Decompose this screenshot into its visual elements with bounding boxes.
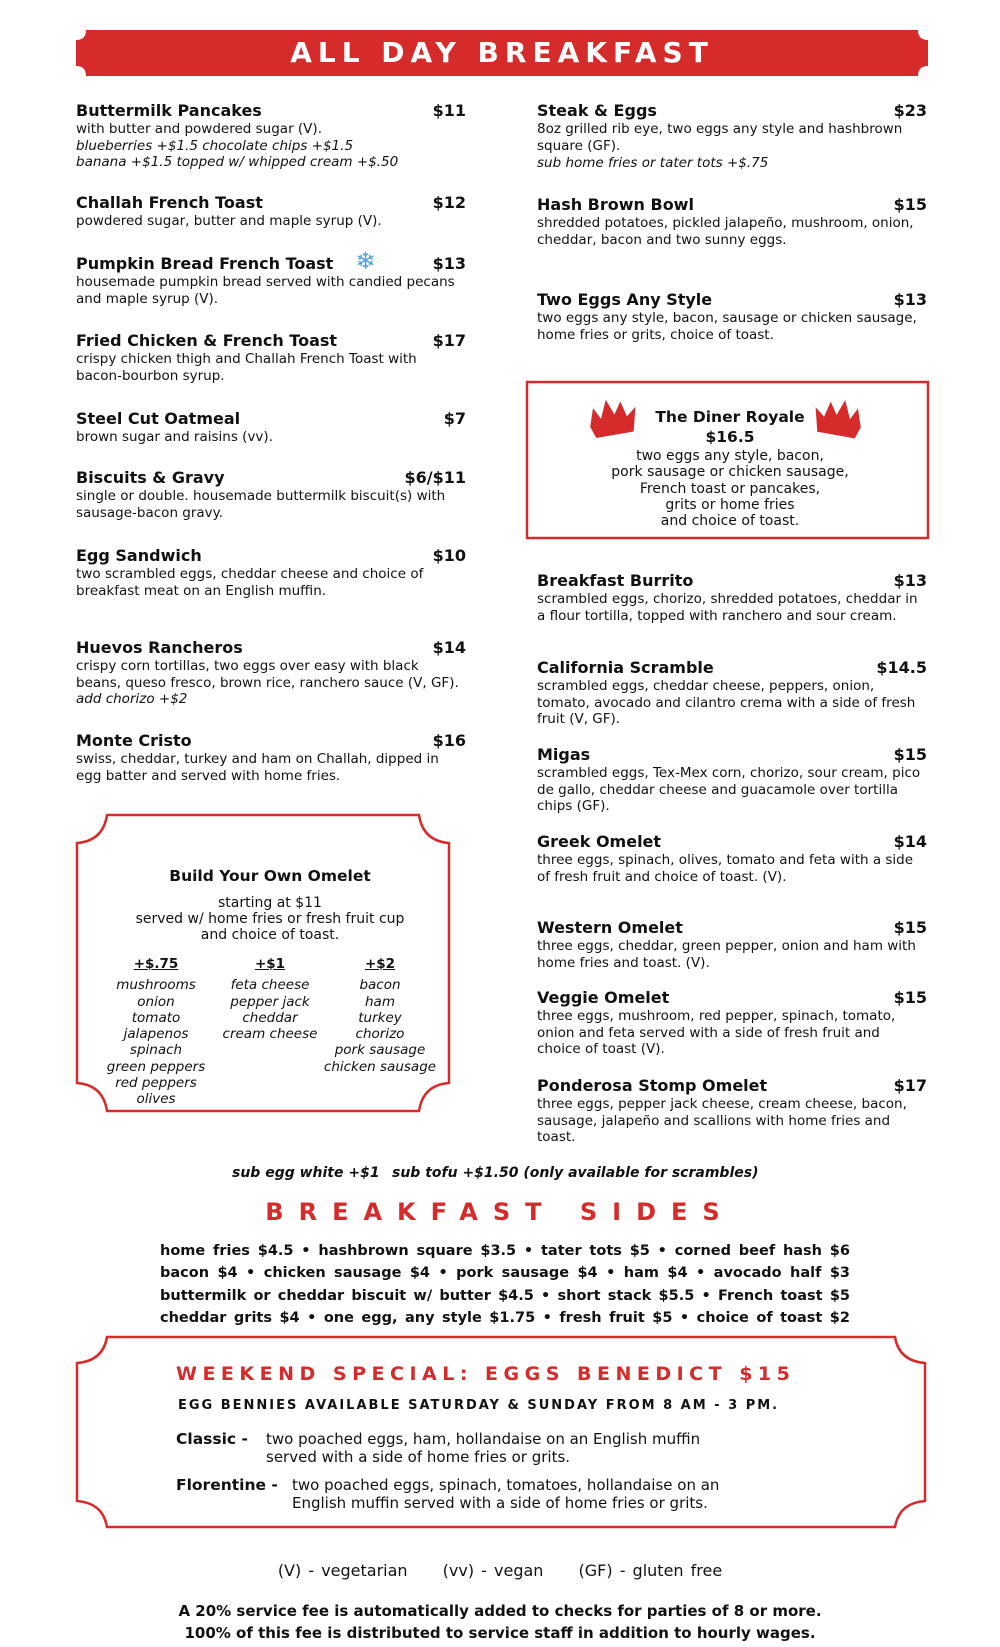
menu-item-description [76,274,466,307]
menu-item-description [537,591,927,624]
menu-item-description [537,215,927,248]
menu-item-name: Egg Sandwich [76,546,202,565]
menu-item-description-text: two scrambled eggs, cheddar cheese and choice of breakfast meat on an English muffin. [76,566,424,599]
menu-item-title [76,193,263,212]
legend-vegan: (vv) - vegan [442,1561,544,1580]
menu-item-addon: sub home fries or tater tots +$.75 [537,155,769,171]
sides-line: cheddar grits $4 • one egg, any style $1.75 • fresh fruit $5 • choice of toast $2 [160,1309,850,1326]
menu-item-header [537,745,927,764]
sides-line: home fries $4.5 • hashbrown square $3.5 • tater tots $5 • corned beef hash $6 [160,1243,850,1259]
menu-item-description [537,1096,927,1146]
menu-item-addon: blueberries +$1.5 chocolate chips +$1.5 [76,137,354,154]
menu-item-description-text: two eggs any style, bacon, sausage or chicken sausage, home fries or grits, choice of toast. [537,310,917,343]
sides-line: bacon $4 • chicken sausage $4 • pork sausage $4 • ham $4 • avocado half $3 [160,1265,850,1282]
menu-item-description [76,566,466,599]
florentine-line: English muffin served with a side of home fries or grits. [292,1494,708,1512]
menu-item-ponderosa-stomp-omelet [537,1076,927,1146]
royale-line: French toast or pancakes, [639,480,821,497]
menu-item-description-text: powdered sugar, butter and maple syrup (V). [76,213,382,229]
menu-item-title [76,247,376,275]
menu-item-name: Steel Cut Oatmeal [76,409,241,428]
menu-item-header [537,1076,927,1095]
snowflake-icon: ❄ [355,247,376,275]
menu-item-name: Biscuits & Gravy [76,468,225,487]
menu-item-veggie-omelet [537,988,927,1058]
menu-item-buttermilk-pancakes [76,101,466,171]
menu-item-pumpkin-bread-french-toast [76,247,466,307]
menu-item-hash-brown-bowl [537,195,927,248]
menu-item-header [537,988,927,1007]
royale-line: two eggs any style, bacon, [636,448,824,464]
menu-item-description [537,1008,927,1058]
menu-item-description-text: scrambled eggs, Tex-Mex corn, chorizo, sour cream, pico de gallo, cheddar cheese and guacamole over tortilla chips (GF). [537,765,921,814]
classic-line: served with a side of home fries or grits. [266,1448,571,1466]
omelet-tier-price: +$1 [254,956,286,972]
classic-description [266,1430,700,1466]
menu-item-header [537,658,927,677]
menu-item-name: Steak & Eggs [537,101,657,120]
menu-item-header [76,409,466,428]
sides-list [160,1240,850,1329]
omelet-line: served w/ home fries or fresh fruit cup [135,911,405,927]
florentine-label: Florentine - [176,1476,278,1494]
menu-item-title [537,988,669,1007]
menu-item-description-text: housemade pumpkin bread served with candied pecans and maple syrup (V). [76,274,455,307]
menu-item-description-text: scrambled eggs, cheddar cheese, peppers, onion, tomato, avocado and cilantro crema with a side of fresh fruit (V, GF). [537,678,916,727]
menu-item-name: California Scramble [537,658,714,677]
menu-item-description [76,213,466,230]
menu-item-description-text: three eggs, mushroom, red pepper, spinach, tomato, onion and feta served with a side of fresh fruit and choice of toast (V). [537,1008,896,1057]
omelet-line: and choice of toast. [200,927,340,943]
omelet-addon-item: feta cheese [230,977,310,994]
menu-item-greek-omelet [537,832,927,885]
menu-item-description-text: swiss, cheddar, turkey and ham on Challah, dipped in egg batter and served with home fries. [76,751,439,784]
menu-item-name: Hash Brown Bowl [537,195,694,214]
sub-tofu: sub tofu +$1.50 (only available for scrambles) [392,1165,759,1181]
menu-item-fried-chicken-french-toast [76,331,466,384]
florentine-line: two poached eggs, spinach, tomatoes, hollandaise on an [292,1476,720,1494]
menu-item-addon: banana +$1.5 topped w/ whipped cream +$.50 [76,154,399,170]
menu-item-description-text: single or double. housemade buttermilk biscuit(s) with sausage-bacon gravy. [76,488,446,521]
menu-item-description-text: 8oz grilled rib eye, two eggs any style and hashbrown square (GF). [537,121,903,154]
menu-item-description [537,938,927,971]
menu-item-description-text: scrambled eggs, chorizo, shredded potatoes, cheddar in a flour tortilla, topped with ranchero and sour cream. [537,591,918,624]
omelet-addon-item: tomato [131,1009,181,1026]
menu-item-title [76,468,225,487]
menu-item-header [537,832,927,851]
menu-item-description [537,765,927,815]
menu-item-description [76,488,466,521]
menu-item-price: $15 [893,195,927,214]
menu-item-description [537,310,927,343]
omelet-addon-item: pepper jack [230,993,310,1010]
menu-item-header [76,193,466,212]
omelet-addon-item: chorizo [355,1026,405,1043]
menu-item-title [537,290,712,309]
menu-item-header [76,331,466,350]
menu-item-price: $13 [893,571,927,590]
menu-item-price: $14.5 [876,658,927,677]
menu-item-description [76,429,466,446]
menu-item-name: Ponderosa Stomp Omelet [537,1076,768,1095]
menu-item-description [537,678,927,728]
menu-item-description-text: three eggs, cheddar, green pepper, onion and ham with home fries and toast. (V). [537,938,916,971]
omelet-tier-1 [96,956,216,1108]
menu-item-price: $16 [432,731,466,750]
legend-gluten-free: (GF) - gluten free [578,1561,723,1580]
royale-line: grits or home fries [665,496,795,513]
menu-item-monte-cristo [76,731,466,784]
sides-title: BREAKFAST SIDES [265,1198,735,1226]
menu-item-price: $15 [893,745,927,764]
service-fee-notice [0,1600,1000,1644]
menu-item-header [76,468,466,487]
omelet-addon-item: red peppers [115,1075,197,1092]
royale-description [560,448,900,529]
menu-item-price: $15 [893,918,927,937]
menu-item-title [76,409,240,428]
menu-item-title [76,546,202,565]
omelet-addon-item: bacon [359,977,401,994]
menu-item-header [537,918,927,937]
footer-line: A 20% service fee is automatically added to checks for parties of 8 or more. [178,1602,822,1620]
menu-item-name: Buttermilk Pancakes [76,101,262,120]
menu-item-header [76,731,466,750]
menu-item-header [76,638,466,657]
menu-item-header [76,546,466,565]
menu-item-name: Monte Cristo [76,731,192,750]
menu-item-description [76,751,466,784]
menu-item-title [76,731,192,750]
menu-item-steel-cut-oatmeal [76,409,466,446]
menu-item-steak-eggs [537,101,927,172]
omelet-addon-item: olives [136,1091,176,1108]
menu-item-price: $14 [432,638,466,657]
omelet-addon-item: mushrooms [116,977,196,994]
menu-item-price: $7 [443,409,466,428]
classic-label: Classic - [176,1430,248,1448]
menu-item-title [537,1076,767,1095]
omelet-tier-2 [210,956,330,1042]
menu-item-price: $12 [432,193,466,212]
menu-item-price: $13 [432,254,466,273]
menu-item-price: $17 [432,331,466,350]
omelet-addon-item: turkey [358,1009,402,1026]
header-banner [76,30,928,76]
menu-item-name: Pumpkin Bread French Toast [76,254,334,273]
menu-item-header [537,290,927,309]
classic-line: two poached eggs, ham, hollandaise on an English muffin [266,1430,701,1448]
omelet-description [80,895,460,943]
menu-item-price: $23 [893,101,927,120]
menu-item-description [537,852,927,885]
legend-vegetarian: (V) - vegetarian [277,1561,408,1580]
menu-item-breakfast-burrito [537,571,927,624]
menu-item-title [537,101,657,120]
menu-item-header [76,247,466,275]
menu-item-description-text: three eggs, spinach, olives, tomato and feta with a side of fresh fruit and choice of toast. (V). [537,852,914,885]
menu-item-header [537,101,927,120]
menu-item-price: $11 [432,101,466,120]
royale-price: $16.5 [705,428,755,446]
menu-item-price: $15 [893,988,927,1007]
omelet-addon-item: spinach [129,1042,183,1059]
menu-item-description [76,351,466,384]
menu-item-name: Western Omelet [537,918,683,937]
menu-item-challah-french-toast [76,193,466,230]
menu-item-name: Breakfast Burrito [537,571,694,590]
menu-item-title [537,832,661,851]
menu-item-title [537,571,693,590]
menu-item-header [537,571,927,590]
omelet-tier-price: +$2 [364,956,396,972]
sides-line: buttermilk or cheddar biscuit w/ butter $4.5 • short stack $5.5 • French toast $5 [160,1287,850,1304]
omelet-addon-item: cheddar [242,1009,298,1026]
menu-item-description [537,121,927,154]
menu-item-migas [537,745,927,815]
footer-line: 100% of this fee is distributed to service staff in addition to hourly wages. [184,1624,816,1642]
menu-item-biscuits-gravy [76,468,466,521]
menu-item-name: Two Eggs Any Style [537,290,713,309]
royale-line: pork sausage or chicken sausage, [611,464,849,481]
menu-item-title [537,918,683,937]
omelet-addon-item: chicken sausage [323,1058,437,1075]
weekend-subtitle: EGG BENNIES AVAILABLE SATURDAY & SUNDAY FROM 8 AM - 3 PM. [178,1398,780,1413]
omelet-addon-item: cream cheese [222,1026,318,1043]
menu-item-name: Greek Omelet [537,832,662,851]
sub-egg-white: sub egg white +$1 [232,1165,380,1181]
royale-line: and choice of toast. [660,513,800,530]
menu-item-name: Huevos Rancheros [76,638,243,657]
menu-item-name: Fried Chicken & French Toast [76,331,338,350]
menu-item-description-text: with butter and powdered sugar (V). [76,121,322,137]
menu-item-price: $13 [893,290,927,309]
omelet-addon-item: green peppers [106,1058,206,1075]
florentine-description [292,1476,719,1512]
menu-item-description-text: brown sugar and raisins (vv). [76,429,273,445]
menu-item-description [76,658,466,708]
menu-item-western-omelet [537,918,927,971]
menu-item-title [76,638,243,657]
menu-item-title [537,745,590,764]
menu-item-title [76,101,262,120]
menu-item-description-text: three eggs, pepper jack cheese, cream cheese, bacon, sausage, jalapeño and scallions with home fries and toast. [537,1096,907,1145]
omelet-tier-3 [320,956,440,1075]
omelet-title: Build Your Own Omelet [169,867,371,885]
omelet-addon-item: ham [365,993,395,1010]
menu-item-name: Migas [537,745,591,764]
menu-item-note: add chorizo +$2 [76,691,188,707]
omelet-addon-item: onion [137,993,175,1010]
page-title: ALL DAY BREAKFAST [290,36,714,69]
omelet-tier-price: +$.75 [133,956,179,972]
menu-item-title [537,195,694,214]
menu-item-egg-sandwich [76,546,466,599]
menu-item-description-text: shredded potatoes, pickled jalapeño, mushroom, onion, cheddar, bacon and two sunny eggs. [537,215,914,248]
omelet-line: starting at $11 [218,895,322,911]
omelet-addon-item: pork sausage [334,1042,426,1059]
menu-item-name: Veggie Omelet [537,988,670,1007]
menu-item-name: Challah French Toast [76,193,263,212]
diet-legend [0,1561,1000,1580]
omelet-addon-item: jalapenos [123,1026,189,1043]
menu-item-title [537,658,714,677]
menu-item-title [76,331,337,350]
menu-item-california-scramble [537,658,927,728]
menu-item-description-text: crispy corn tortillas, two eggs over easy with black beans, queso fresco, brown rice, ranchero sauce (V, GF). [76,658,459,691]
menu-item-description-text: crispy chicken thigh and Challah French Toast with bacon-bourbon syrup. [76,351,417,384]
royale-title: The Diner Royale [655,408,805,426]
menu-item-header [537,195,927,214]
weekend-title: WEEKEND SPECIAL: EGGS BENEDICT $15 [176,1363,796,1385]
menu-item-price: $14 [893,832,927,851]
menu-item-price: $6/$11 [404,468,466,487]
menu-item-price: $17 [893,1076,927,1095]
menu-item-price: $10 [432,546,466,565]
menu-item-header [76,101,466,120]
menu-item-description [76,121,466,138]
menu-item-huevos-rancheros [76,638,466,708]
menu-item-two-eggs-any-style [537,290,927,343]
